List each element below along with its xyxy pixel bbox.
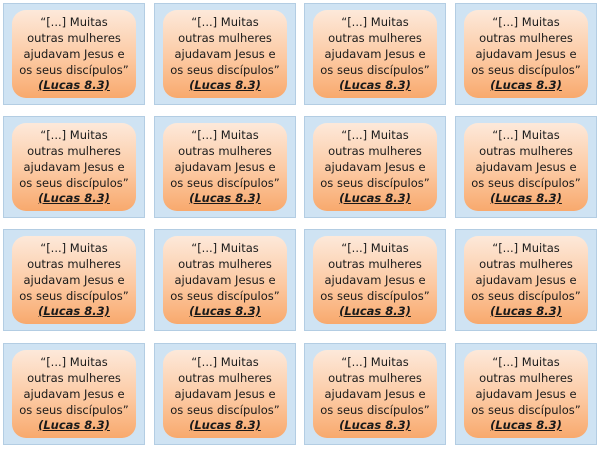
- verse-line-1: “[...] Muitas: [40, 355, 108, 369]
- verse-card-body: [464, 350, 588, 438]
- verse-line-2: outras mulheres: [328, 31, 422, 45]
- verse-line-4: os seus discípulos”: [471, 289, 581, 303]
- verse-line-3: ajudavam Jesus e: [324, 273, 426, 287]
- verse-card: [304, 3, 446, 105]
- verse-line-1: “[...] Muitas: [341, 128, 409, 142]
- verse-line-3: ajudavam Jesus e: [475, 387, 577, 401]
- verse-reference: (Lucas 8.3): [490, 191, 562, 205]
- verse-line-2: outras mulheres: [479, 144, 573, 158]
- verse-line-2: outras mulheres: [479, 257, 573, 271]
- verse-card-body: [313, 123, 437, 211]
- verse-line-3: ajudavam Jesus e: [23, 387, 125, 401]
- verse-line-2: outras mulheres: [27, 371, 121, 385]
- verse-line-1: “[...] Muitas: [191, 15, 259, 29]
- verse-line-4: os seus discípulos”: [170, 403, 280, 417]
- verse-line-1: “[...] Muitas: [40, 128, 108, 142]
- verse-card: [455, 116, 597, 218]
- verse-card-body: [12, 123, 136, 211]
- verse-line-3: ajudavam Jesus e: [174, 273, 276, 287]
- verse-card-body: [464, 236, 588, 324]
- verse-card: [304, 343, 446, 445]
- verse-card: [455, 343, 597, 445]
- verse-line-2: outras mulheres: [479, 371, 573, 385]
- verse-card-body: [313, 350, 437, 438]
- verse-card-body: [12, 350, 136, 438]
- verse-card: [3, 229, 145, 331]
- verse-line-1: “[...] Muitas: [40, 241, 108, 255]
- verse-line-1: “[...] Muitas: [341, 15, 409, 29]
- verse-card: [455, 3, 597, 105]
- verse-line-4: os seus discípulos”: [170, 289, 280, 303]
- verse-line-3: ajudavam Jesus e: [174, 387, 276, 401]
- verse-card: [455, 229, 597, 331]
- verse-line-1: “[...] Muitas: [191, 355, 259, 369]
- verse-line-1: “[...] Muitas: [191, 241, 259, 255]
- verse-line-4: os seus discípulos”: [320, 176, 430, 190]
- verse-line-1: “[...] Muitas: [492, 128, 560, 142]
- verse-line-1: “[...] Muitas: [341, 355, 409, 369]
- verse-line-2: outras mulheres: [328, 371, 422, 385]
- verse-card-body: [163, 236, 287, 324]
- verse-card: [3, 343, 145, 445]
- verse-reference: (Lucas 8.3): [38, 418, 110, 432]
- verse-card-body: [313, 236, 437, 324]
- verse-card-body: [313, 10, 437, 98]
- verse-card-body: [464, 10, 588, 98]
- verse-line-1: “[...] Muitas: [191, 128, 259, 142]
- verse-line-4: os seus discípulos”: [170, 176, 280, 190]
- verse-line-4: os seus discípulos”: [471, 63, 581, 77]
- verse-card-body: [163, 10, 287, 98]
- verse-line-3: ajudavam Jesus e: [475, 47, 577, 61]
- verse-line-3: ajudavam Jesus e: [23, 47, 125, 61]
- verse-line-2: outras mulheres: [178, 257, 272, 271]
- verse-card-body: [12, 10, 136, 98]
- verse-reference: (Lucas 8.3): [38, 304, 110, 318]
- verse-card: [154, 116, 296, 218]
- verse-card: [154, 229, 296, 331]
- verse-line-1: “[...] Muitas: [492, 15, 560, 29]
- verse-line-3: ajudavam Jesus e: [23, 160, 125, 174]
- verse-line-3: ajudavam Jesus e: [475, 160, 577, 174]
- verse-line-4: os seus discípulos”: [19, 289, 129, 303]
- verse-line-1: “[...] Muitas: [40, 15, 108, 29]
- verse-reference: (Lucas 8.3): [490, 78, 562, 92]
- verse-reference: (Lucas 8.3): [189, 418, 261, 432]
- verse-card-body: [163, 350, 287, 438]
- verse-line-3: ajudavam Jesus e: [23, 273, 125, 287]
- verse-reference: (Lucas 8.3): [38, 191, 110, 205]
- verse-line-2: outras mulheres: [178, 31, 272, 45]
- verse-reference: (Lucas 8.3): [189, 191, 261, 205]
- verse-reference: (Lucas 8.3): [38, 78, 110, 92]
- verse-reference: (Lucas 8.3): [490, 304, 562, 318]
- verse-reference: (Lucas 8.3): [339, 78, 411, 92]
- verse-line-2: outras mulheres: [27, 144, 121, 158]
- verse-line-4: os seus discípulos”: [170, 63, 280, 77]
- verse-reference: (Lucas 8.3): [339, 418, 411, 432]
- verse-line-1: “[...] Muitas: [492, 241, 560, 255]
- verse-line-3: ajudavam Jesus e: [174, 160, 276, 174]
- verse-line-4: os seus discípulos”: [19, 63, 129, 77]
- verse-line-2: outras mulheres: [27, 31, 121, 45]
- verse-card: [154, 3, 296, 105]
- verse-line-1: “[...] Muitas: [341, 241, 409, 255]
- verse-card-body: [12, 236, 136, 324]
- verse-line-2: outras mulheres: [178, 371, 272, 385]
- verse-line-2: outras mulheres: [178, 144, 272, 158]
- verse-card: [3, 3, 145, 105]
- verse-line-4: os seus discípulos”: [320, 63, 430, 77]
- verse-line-2: outras mulheres: [479, 31, 573, 45]
- verse-line-3: ajudavam Jesus e: [174, 47, 276, 61]
- verse-card: [304, 229, 446, 331]
- verse-line-4: os seus discípulos”: [320, 403, 430, 417]
- verse-card: [304, 116, 446, 218]
- verse-reference: (Lucas 8.3): [339, 191, 411, 205]
- verse-card: [154, 343, 296, 445]
- verse-line-4: os seus discípulos”: [471, 176, 581, 190]
- verse-line-4: os seus discípulos”: [320, 289, 430, 303]
- verse-reference: (Lucas 8.3): [189, 304, 261, 318]
- verse-line-2: outras mulheres: [27, 257, 121, 271]
- verse-line-4: os seus discípulos”: [19, 403, 129, 417]
- verse-line-2: outras mulheres: [328, 257, 422, 271]
- verse-card: [3, 116, 145, 218]
- verse-line-4: os seus discípulos”: [471, 403, 581, 417]
- verse-line-3: ajudavam Jesus e: [324, 47, 426, 61]
- verse-reference: (Lucas 8.3): [339, 304, 411, 318]
- verse-line-2: outras mulheres: [328, 144, 422, 158]
- verse-line-3: ajudavam Jesus e: [324, 160, 426, 174]
- verse-line-3: ajudavam Jesus e: [475, 273, 577, 287]
- verse-line-1: “[...] Muitas: [492, 355, 560, 369]
- verse-reference: (Lucas 8.3): [189, 78, 261, 92]
- verse-line-3: ajudavam Jesus e: [324, 387, 426, 401]
- verse-reference: (Lucas 8.3): [490, 418, 562, 432]
- verse-line-4: os seus discípulos”: [19, 176, 129, 190]
- verse-card-body: [163, 123, 287, 211]
- verse-card-body: [464, 123, 588, 211]
